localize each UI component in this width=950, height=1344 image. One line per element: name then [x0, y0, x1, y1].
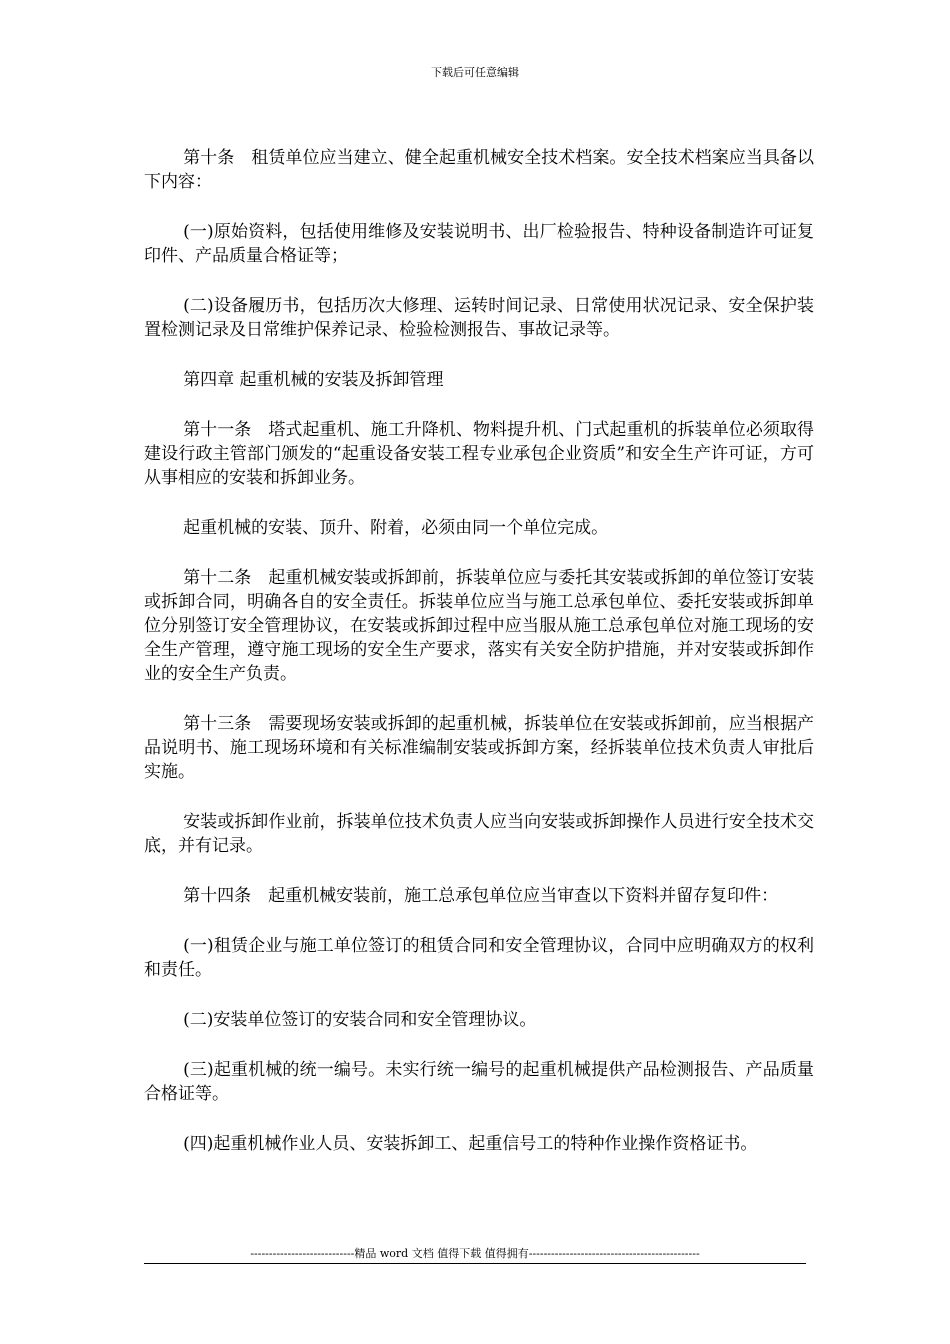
article-14: 第十四条 起重机械安装前，施工总承包单位应当审查以下资料并留存复印件：	[183, 886, 779, 906]
article-14-item-4: (四)起重机械作业人员、安装拆卸工、起重信号工的特种作业操作资格证书。	[183, 1134, 758, 1154]
page-footer: ----------------------------精品 word 文档 值得下载 值得拥有----------------------------------------------	[250, 1247, 700, 1260]
article-10: 第十条 租赁单位应当建立、健全起重机械安全技术档案。安全技术档案应当具备以下内容：	[144, 148, 814, 192]
document-body	[144, 146, 814, 1182]
article-10-item-2: (二)设备履历书，包括历次大修理、运转时间记录、日常使用状况记录、安全保护装置检测记录及日常维护保养记录、检验检测报告、事故记录等。	[144, 296, 814, 340]
article-13: 第十三条 需要现场安装或拆卸的起重机械，拆装单位在安装或拆卸前，应当根据产品说明书、施工现场环境和有关标准编制安装或拆卸方案，经拆装单位技术负责人审批后实施。	[144, 714, 814, 782]
page-header: 下载后可任意编辑	[431, 66, 519, 79]
article-14-item-3: (三)起重机械的统一编号。未实行统一编号的起重机械提供产品检测报告、产品质量合格证等。	[144, 1060, 814, 1104]
article-12: 第十二条 起重机械安装或拆卸前，拆装单位应与委托其安装或拆卸的单位签订安装或拆卸合同，明确各自的安全责任。拆装单位应当与施工总承包单位、委托安装或拆卸单位分别签订安全管理协议，在安装或拆卸过程中应当服从施工总承包单位对施工现场的安全生产管理，遵守施工现场的安全生产要求，落实有关安全防护措施，并对安装或拆卸作业的安全生产负责。	[144, 568, 814, 684]
article-10-item-1: (一)原始资料，包括使用维修及安装说明书、出厂检验报告、特种设备制造许可证复印件、产品质量合格证等；	[144, 222, 814, 266]
chapter-4-heading: 第四章 起重机械的安装及拆卸管理	[183, 370, 444, 390]
article-14-item-1: (一)租赁企业与施工单位签订的租赁合同和安全管理协议，合同中应明确双方的权利和责任。	[144, 936, 814, 980]
article-11: 第十一条 塔式起重机、施工升降机、物料提升机、门式起重机的拆装单位必须取得建设行政主管部门颁发的“起重设备安装工程专业承包企业资质”和安全生产许可证，方可从事相应的安装和拆卸业务。	[144, 420, 814, 488]
article-14-item-2: (二)安装单位签订的安装合同和安全管理协议。	[183, 1010, 537, 1030]
article-13-note: 安装或拆卸作业前，拆装单位技术负责人应当向安装或拆卸操作人员进行安全技术交底，并有记录。	[144, 812, 814, 856]
footer-divider	[144, 1263, 806, 1264]
article-11-note: 起重机械的安装、顶升、附着，必须由同一个单位完成。	[183, 518, 609, 538]
